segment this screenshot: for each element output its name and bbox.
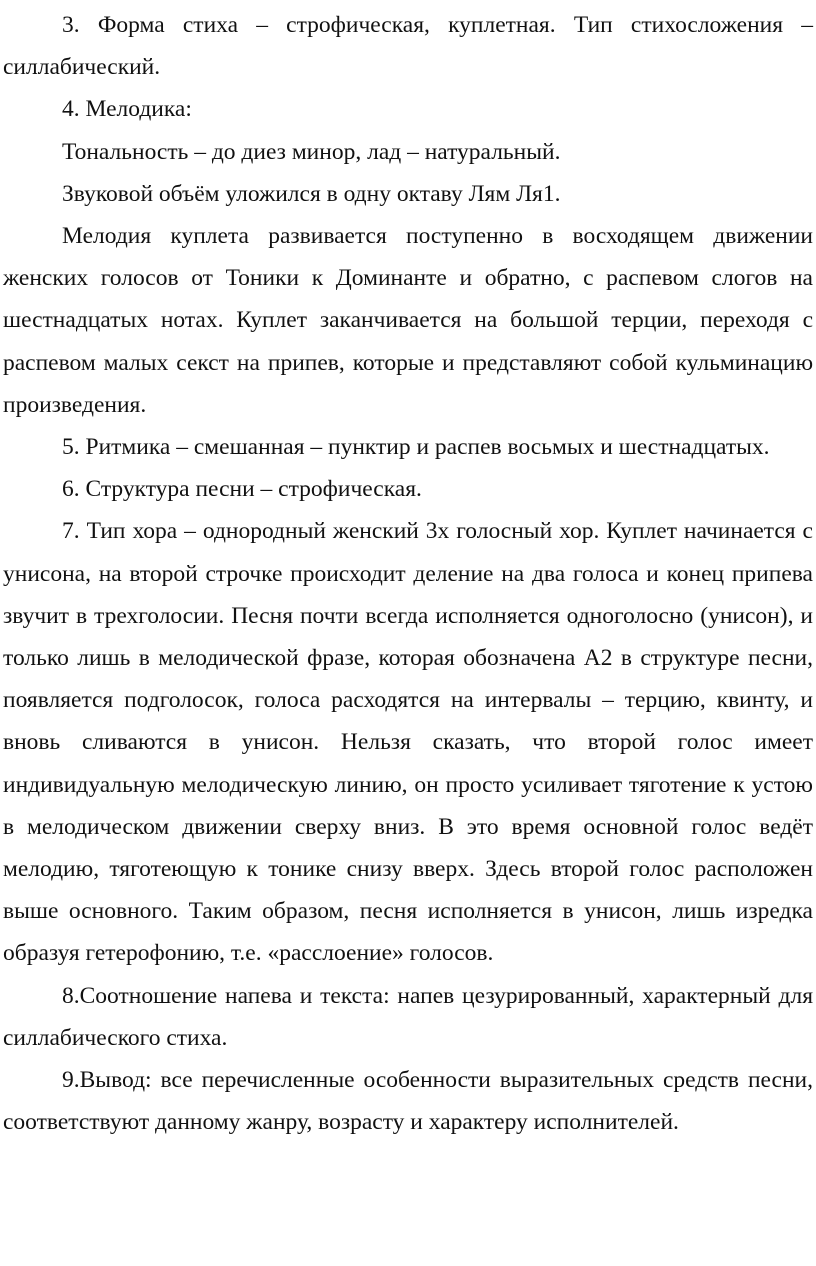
- paragraph-sound-range: Звуковой объём уложился в одну октаву Лям Ля1.: [62, 180, 561, 207]
- paragraph-tune-text-ratio: 8.Соотношение напева и текста: напев цезурированный, характерный для силлабического стиха.: [3, 982, 813, 1051]
- paragraph-conclusion: 9.Вывод: все перечисленные особенности выразительных средств песни, соответствуют данному жанру, возрасту и характеру исполнителей.: [3, 1067, 813, 1136]
- paragraph-tonality: Тональность – до диез минор, лад – натуральный.: [62, 138, 561, 165]
- paragraph-rhythm: 5. Ритмика – смешанная – пунктир и распев восьмых и шестнадцатых.: [62, 434, 770, 461]
- paragraph-melodics-heading: 4. Мелодика:: [62, 96, 192, 123]
- paragraph-verse-form: 3. Форма стиха – строфическая, куплетная. Тип стихосложения – силлабический.: [3, 12, 813, 81]
- paragraph-choir-type: 7. Тип хора – однородный женский 3х голосный хор. Куплет начинается с унисона, на второй строчке происходит деление на два голоса и конец припева звучит в трехголосии. Песня почти всегда исполняется одноголосно (унисон), и только лишь в мелодической фразе, которая обозначена А2 в структуре песни, появляется подголосок, голоса расходятся на интервалы – терцию, квинту, и вновь сливаются в унисон. Нельзя сказать, что второй голос имеет индивидуальную мелодическую линию, он просто усиливает тяготение к устою в мелодическом движении сверху вниз. В это время основной голос ведёт мелодию, тяготеющую к тонике снизу вверх. Здесь второй голос расположен выше основного. Таким образом, песня исполняется в унисон, лишь изредка образуя гетерофонию, т.е. «расслоение» голосов.: [3, 518, 813, 967]
- paragraph-song-structure: 6. Структура песни – строфическая.: [62, 476, 422, 503]
- paragraph-melody-development: Мелодия куплета развивается поступенно в восходящем движении женских голосов от Тоники к Доминанте и обратно, с распевом слогов на шестнадцатых нотах. Куплет заканчивается на большой терции, переходя с распевом малых секст на припев, которые и представляют собой кульминацию произведения.: [3, 223, 813, 418]
